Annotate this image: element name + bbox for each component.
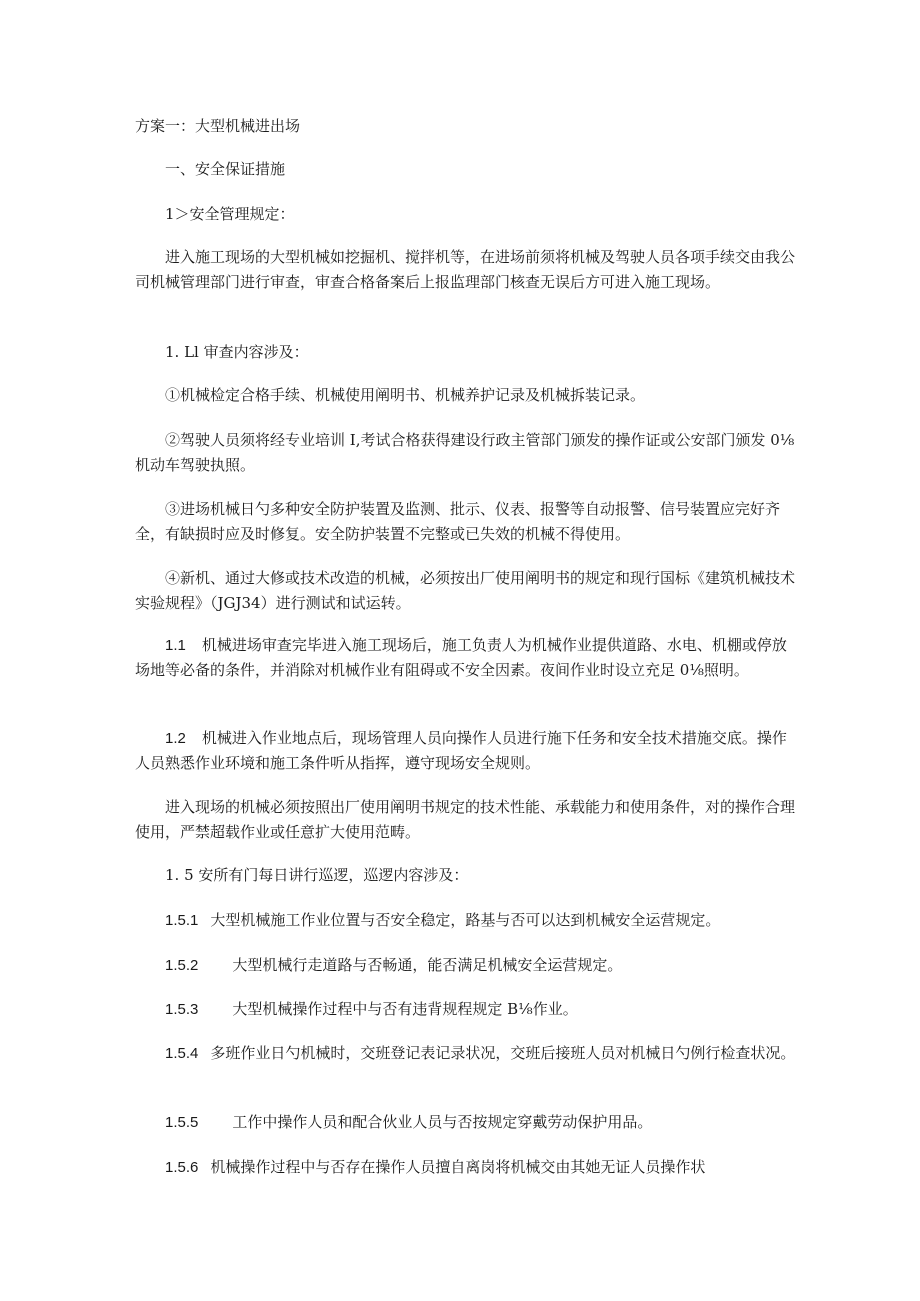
section-heading: 一、安全保证措施	[165, 160, 286, 178]
paragraph-number: 1.1	[165, 637, 186, 654]
subsection-heading: 1＞安全管理规定：	[165, 205, 295, 223]
paragraph-number: 1.5.4	[165, 1045, 199, 1062]
numbered-paragraph	[135, 1110, 800, 1135]
paragraph-number: 1.5.2	[165, 957, 199, 974]
numbered-paragraph	[135, 1155, 800, 1180]
list-item: ④新机、通过大修或技术改造的机械，必须按出厂使用阐明书的规定和现行国标《建筑机械技术实验规程》（JGJ34）进行测试和试运转。	[135, 569, 796, 612]
usage-paragraph: 进入现场的机械必须按照出厂使用阐明书规定的技术性能、承载能力和使用条件，对的操作合理使用，严禁超载作业或任意扩大使用范畴。	[135, 798, 796, 841]
paragraph-number: 1.5.1	[165, 912, 199, 929]
list-item: ①机械检定合格手续、机械使用阐明书、机械养护记录及机械拆装记录。	[165, 386, 646, 404]
paragraph-text: 工作中操作人员和配合伙业人员与否按规定穿戴劳动保护用品。	[232, 1113, 653, 1131]
list-item: ②驾驶人员须将经专业培训 I,考试合格获得建设行政主管部门颁发的操作证或公安部门颁发 0⅛机动车驾驶执照。	[135, 431, 795, 474]
patrol-heading: 1. 5 安所有门每日讲行巡逻，巡逻内容涉及：	[165, 866, 469, 884]
numbered-paragraph	[135, 633, 800, 683]
numbered-paragraph	[135, 908, 800, 933]
paragraph-text: 大型机械施工作业位置与否安全稳定，路基与否可以达到机械安全运营规定。	[210, 911, 721, 929]
document-title: 方案一：大型机械进出场	[135, 117, 301, 135]
paragraph-text: 机械操作过程中与否存在操作人员擅自离岗将机械交由其她无证人员操作状	[210, 1158, 706, 1176]
list-item: ③进场机械日勺多种安全防护装置及监测、批示、仪表、报警等自动报警、信号装置应完好齐全，有缺损时应及时修复。安全防护装置不完整或已失效的机械不得使用。	[135, 500, 781, 543]
paragraph-text: 多班作业日勺机械时，交班登记表记录状况，交班后接班人员对机械日勺例行检查状况。	[210, 1044, 796, 1062]
numbered-paragraph	[135, 726, 800, 776]
paragraph-number: 1.5.6	[165, 1159, 199, 1176]
paragraph-text: 机械进场审查完毕进入施工现场后，施工负责人为机械作业提供道路、水电、机棚或停放场地等必备的条件，并消除对机械作业有阻碍或不安全因素。夜间作业时设立充足 0⅛照明。	[135, 636, 787, 679]
paragraph-text: 机械进入作业地点后，现场管理人员向操作人员进行施下任务和安全技术措施交底。操作人员熟悉作业环境和施工条件听从指挥，遵守现场安全规则。	[135, 729, 787, 772]
review-heading: 1. Ll 审查内容涉及：	[165, 343, 309, 361]
paragraph-text: 大型机械操作过程中与否有违背规程规定 B⅛作业。	[232, 1000, 578, 1018]
numbered-paragraph	[135, 953, 800, 978]
numbered-paragraph	[135, 997, 800, 1022]
paragraph-text: 大型机械行走道路与否畅通，能否满足机械安全运营规定。	[232, 956, 623, 974]
numbered-paragraph	[135, 1041, 800, 1066]
paragraph-number: 1.5.5	[165, 1114, 199, 1131]
paragraph-number: 1.5.3	[165, 1001, 199, 1018]
intro-paragraph: 进入施工现场的大型机械如挖掘机、搅拌机等，在进场前须将机械及驾驶人员各项手续交由我公司机械管理部门进行审查，审查合格备案后上报监理部门核查无误后方可进入施工现场。	[135, 248, 796, 291]
paragraph-number: 1.2	[165, 730, 186, 747]
